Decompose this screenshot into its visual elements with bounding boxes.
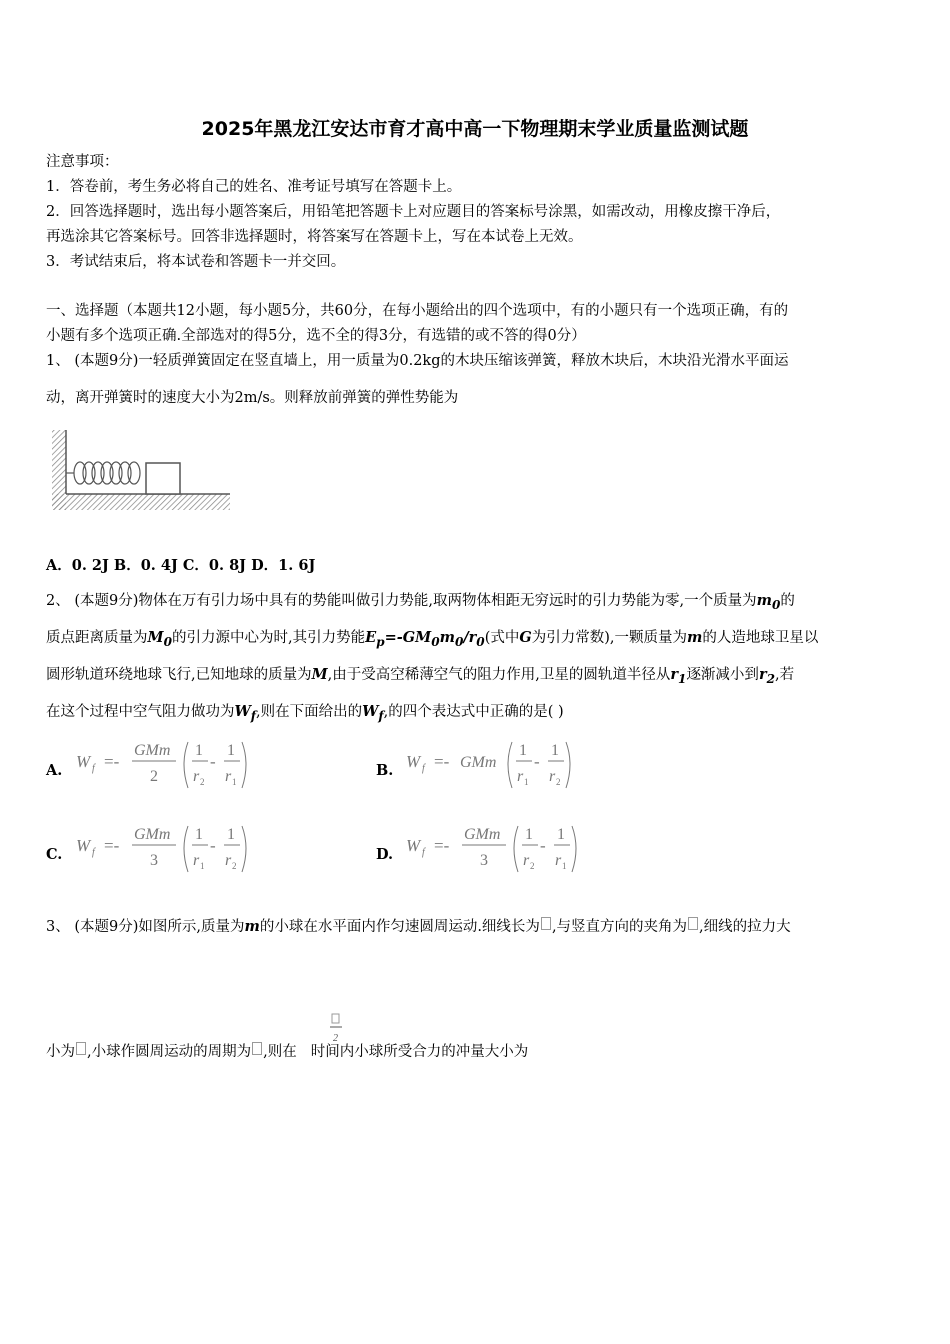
q3-half-period-fraction bbox=[329, 1012, 343, 1046]
svg-text:r: r bbox=[517, 768, 524, 785]
svg-text:2: 2 bbox=[200, 777, 205, 787]
q2-option-b-formula bbox=[402, 736, 582, 796]
svg-text:=-: =- bbox=[434, 752, 450, 771]
svg-text:r: r bbox=[549, 768, 556, 785]
section1-line1: 一、选择题（本题共12小题，每小题5分，共60分，在每小题给出的四个选项中，有的小题只有一个选项正确，有的 bbox=[46, 303, 789, 319]
placeholder-theta-icon bbox=[688, 917, 698, 930]
notice-item-3: 3．考试结束后，将本试卷和答题卡一并交回。 bbox=[46, 254, 346, 270]
notice-item-2-cont: 再选涂其它答案标号。回答非选择题时，将答案写在答题卡上，写在本试卷上无效。 bbox=[46, 229, 583, 245]
notice-item-1: 1．答卷前，考生务必将自己的姓名、准考证号填写在答题卡上。 bbox=[46, 179, 462, 195]
svg-text:3: 3 bbox=[150, 852, 158, 869]
svg-text:2: 2 bbox=[333, 1033, 338, 1044]
svg-text:2: 2 bbox=[232, 861, 237, 871]
svg-text:r: r bbox=[193, 768, 200, 785]
section1-line2: 小题有多个选项正确.全部选对的得5分，选不全的得3分，有选错的或不答的得0分） bbox=[46, 328, 586, 344]
placeholder-period-icon bbox=[252, 1042, 262, 1055]
q2-line2: 质点距离质量为$M_0$的引力源中心为时,其引力势能$E_p=-GM_0m_0/r_0$(式中G为引力常数),一颗质量为m的人造地球卫星以 bbox=[46, 629, 819, 649]
svg-text:r: r bbox=[225, 852, 232, 869]
svg-text:f: f bbox=[92, 763, 95, 774]
svg-text:GMm: GMm bbox=[134, 742, 171, 759]
q2-option-b-label: B. bbox=[376, 762, 394, 779]
q3-line2: 小为 ,小球作圆周运动的周期为 ,则在 时间内小球所受合力的冲量大小为 bbox=[46, 1044, 529, 1060]
svg-text:r: r bbox=[225, 768, 232, 785]
spring-block-figure bbox=[50, 428, 232, 514]
svg-text:r: r bbox=[555, 852, 562, 869]
svg-text:W: W bbox=[76, 752, 91, 771]
svg-text:W: W bbox=[406, 836, 421, 855]
svg-text:=-: =- bbox=[104, 836, 120, 855]
q2-option-c-label: C. bbox=[46, 846, 63, 863]
svg-text:1: 1 bbox=[525, 826, 533, 843]
svg-text:2: 2 bbox=[556, 777, 561, 787]
notice-item-2: 2．回答选择题时，选出每小题答案后，用铅笔把答题卡上对应题目的答案标号涂黑，如需改动，用橡皮擦干净后， bbox=[46, 204, 781, 220]
svg-text:r: r bbox=[523, 852, 530, 869]
svg-text:f: f bbox=[422, 763, 425, 774]
svg-text:1: 1 bbox=[524, 777, 529, 787]
q1-line1: 1、 (本题9分)一轻质弹簧固定在竖直墙上，用一质量为0.2kg的木块压缩该弹簧，释放木块后，木块沿光滑水平面运 bbox=[46, 353, 789, 369]
q2-option-c-formula bbox=[72, 820, 252, 880]
svg-text:1: 1 bbox=[227, 826, 235, 843]
q2-option-d-formula bbox=[402, 820, 582, 880]
placeholder-t-icon bbox=[76, 1042, 86, 1055]
svg-text:f: f bbox=[92, 847, 95, 858]
svg-text:1: 1 bbox=[519, 742, 527, 759]
svg-text:r: r bbox=[193, 852, 200, 869]
svg-text:2: 2 bbox=[530, 861, 535, 871]
svg-text:1: 1 bbox=[195, 742, 203, 759]
q2-line3: 圆形轨道环绕地球飞行,已知地球的质量为M,由于受高空稀薄空气的阻力作用,卫星的圆轨道半径从$r_1$逐渐减小到$r_2$,若 bbox=[46, 666, 795, 686]
svg-text:W: W bbox=[406, 752, 421, 771]
svg-text:f: f bbox=[422, 847, 425, 858]
q2-line4: 在这个过程中空气阻力做功为$W_f$,则在下面给出的$W_f$,的四个表达式中正确的是( ) bbox=[46, 703, 564, 723]
q1-options: A．0. 2J B．0. 4J C．0. 8J D．1. 6J bbox=[46, 557, 316, 574]
svg-text:1: 1 bbox=[200, 861, 205, 871]
q2-option-a-label: A. bbox=[46, 762, 63, 779]
svg-text:GMm: GMm bbox=[460, 754, 497, 771]
svg-text:GMm: GMm bbox=[464, 826, 501, 843]
q3-line1: 3、 (本题9分)如图所示,质量为m的小球在水平面内作匀速圆周运动.细线长为 ,与竖直方向的夹角为 ,细线的拉力大 bbox=[46, 918, 791, 935]
svg-text:=-: =- bbox=[104, 752, 120, 771]
svg-text:3: 3 bbox=[480, 852, 488, 869]
svg-text:1: 1 bbox=[232, 777, 237, 787]
svg-text:=-: =- bbox=[434, 836, 450, 855]
svg-text:1: 1 bbox=[227, 742, 235, 759]
svg-text:-: - bbox=[534, 752, 540, 771]
svg-text:-: - bbox=[540, 836, 546, 855]
svg-text:1: 1 bbox=[195, 826, 203, 843]
placeholder-l-icon bbox=[541, 917, 551, 930]
svg-text:1: 1 bbox=[551, 742, 559, 759]
q2-line1: 2、 (本题9分)物体在万有引力场中具有的势能叫做引力势能,取两物体相距无穷远时的引力势能为零,一个质量为$m_0$的 bbox=[46, 592, 795, 612]
svg-text:2: 2 bbox=[150, 768, 158, 785]
svg-text:-: - bbox=[210, 752, 216, 771]
svg-text:1: 1 bbox=[562, 861, 567, 871]
page-title: 2025年黑龙江安达市育才高中高一下物理期末学业质量监测试题 bbox=[201, 118, 749, 140]
q2-option-a-formula bbox=[72, 736, 252, 796]
svg-text:1: 1 bbox=[557, 826, 565, 843]
svg-text:-: - bbox=[210, 836, 216, 855]
notice-heading: 注意事项： bbox=[46, 154, 119, 170]
q2-option-d-label: D. bbox=[376, 846, 394, 863]
svg-text:W: W bbox=[76, 836, 91, 855]
svg-text:GMm: GMm bbox=[134, 826, 171, 843]
q1-line2: 动，离开弹簧时的速度大小为2m/s。则释放前弹簧的弹性势能为 bbox=[46, 390, 459, 406]
